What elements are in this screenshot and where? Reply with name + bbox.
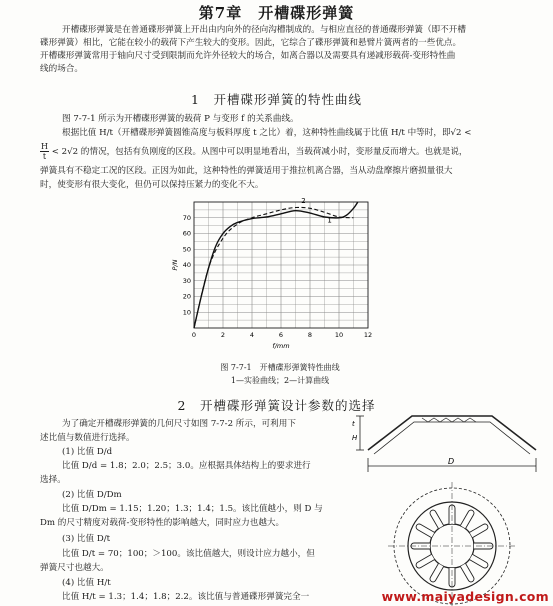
x-tick-label: 0 [191, 331, 197, 339]
section-2-heading: 2 开槽碟形弹簧设计参数的选择 [177, 398, 376, 413]
intro-line-2: 碟形弹簧）相比，它能在较小的载荷下产生较大的变形。因此，它综合了碟形弹簧和悬臂片簧两者的一些优点。 [40, 38, 462, 48]
section-1-line-1: 图 7-7-1 所示为开槽碟形弹簧的载荷 P 与变形 f 的关系曲线。 [62, 114, 299, 124]
x-tick-label: 12 [363, 331, 373, 339]
curve-2-label: 2 [301, 196, 306, 205]
radial-slot [470, 554, 489, 569]
radial-slot [460, 564, 475, 583]
y-tick-label: 50 [182, 245, 191, 254]
x-tick-label: 4 [249, 331, 255, 339]
x-axis-label: f/mm [272, 342, 290, 350]
y-tick-label: 30 [182, 276, 191, 285]
fraction-h-over-t [40, 142, 49, 161]
section-1-line-5: 时，使变形有很大变化，但仍可以保持压紧力的变化不大。 [40, 180, 264, 190]
section-2-line-11: 弹簧尺寸也越大。 [40, 563, 109, 573]
chart-grid [194, 202, 368, 328]
section-2-line-8: Dm 的尺寸精度对载荷-变形特性的影响越大，同时应力也越大。 [40, 518, 285, 528]
x-tick-label: 8 [307, 331, 313, 339]
section-1-line-4: 弹簧具有不稳定工况的区段。正因为如此，这种特性的弹簧适用于推拉机离合器，当从动盘摩擦片磨损量很大 [40, 166, 453, 176]
fraction-denominator: t [42, 152, 47, 161]
load-deflection-chart [170, 196, 380, 356]
radial-slot [460, 509, 475, 528]
y-tick-label: 70 [182, 213, 191, 222]
section-2-line-1: 为了确定开槽碟形弹簧的几何尺寸如图 7-7-2 所示，可利用下 [62, 419, 296, 429]
section-2-line-2: 述比值与数值进行选择。 [40, 433, 135, 443]
figure-1-caption: 图 7-7-1 开槽碟形弹簧特性曲线 [220, 363, 340, 372]
radial-slot [429, 509, 444, 528]
section-2-line-5: 选择。 [40, 475, 66, 485]
section-1-line-2: 根据比值 H/t（开槽碟形弹簧圆锥高度与板料厚度 t 之比）着，这种特性曲线属于比值 H/t 中等时，即√2 < [62, 128, 472, 138]
radial-slot [470, 523, 489, 538]
radial-slot [415, 523, 434, 538]
section-2-line-7: 比值 D/Dm = 1.15；1.20；1.3；1.4；1.5。该比值越小，则 D 与 [62, 504, 323, 514]
x-tick-label: 10 [334, 331, 344, 339]
dimension-t-label: t [352, 420, 355, 428]
section-1-line-3: < 2√2 的情况，包括有负刚度的区段。从图中可以明显地看出，当载荷减小时，变形量反而增大。也就是说， [51, 147, 468, 157]
curve-1-label: 1 [327, 216, 332, 225]
y-tick-label: 60 [182, 229, 191, 238]
watermark-text: www.maiyadesign.com [381, 589, 549, 604]
intro-line-4: 线的场合。 [40, 64, 83, 74]
spring-cross-section [356, 416, 536, 472]
section-2-line-3: (1) 比值 D/d [62, 447, 113, 457]
y-tick-label: 40 [182, 261, 191, 270]
section-2-line-13: 比值 H/t = 1.3；1.4；1.8；2.2。该比值与普通碟形弹簧完全一 [62, 592, 310, 602]
spring-plan-view [388, 482, 516, 606]
x-tick-label: 6 [278, 331, 284, 339]
section-1-line-3-wrap [40, 142, 468, 162]
radial-slot [415, 554, 434, 569]
chapter-title: 第7章 开槽碟形弹簧 [198, 4, 355, 22]
x-tick-label: 2 [220, 331, 226, 339]
dimension-D-label: D [448, 457, 455, 466]
radial-slot [429, 564, 444, 583]
section-2-line-12: (4) 比值 H/t [62, 578, 111, 588]
intro-line-1: 开槽碟形弹簧是在普通碟形弹簧上开出由内向外的径向沟槽制成的。与相应直径的普通碟形弹簧（即不开槽 [62, 25, 466, 35]
y-tick-label: 20 [182, 292, 191, 301]
y-tick-label: 10 [182, 308, 191, 317]
dimension-H-label: H [352, 434, 358, 442]
section-2-line-10: 比值 D/t = 70；100；＞100。该比值越大，则设计应力越小，但 [62, 549, 315, 559]
slotted-spring-drawing [352, 404, 552, 606]
section-2-line-9: (3) 比值 D/t [62, 534, 111, 544]
section-2-line-6: (2) 比值 D/Dm [62, 490, 122, 500]
intro-line-3: 开槽碟形弹簧常用于轴向尺寸受到限制而允许外径较大的场合，如离合器以及需要具有递减形载荷-变形特性曲 [40, 51, 456, 61]
fraction-numerator: H [41, 142, 48, 151]
section-2-line-4: 比值 D/d = 1.8；2.0；2.5；3.0。应根据具体结构上的要求进行 [62, 461, 311, 471]
section-1-heading: 1 开槽碟形弹簧的特性曲线 [191, 92, 362, 107]
figure-1-subcaption: 1—实验曲线；2—计算曲线 [230, 376, 330, 385]
y-axis-label: P/N [171, 259, 179, 271]
